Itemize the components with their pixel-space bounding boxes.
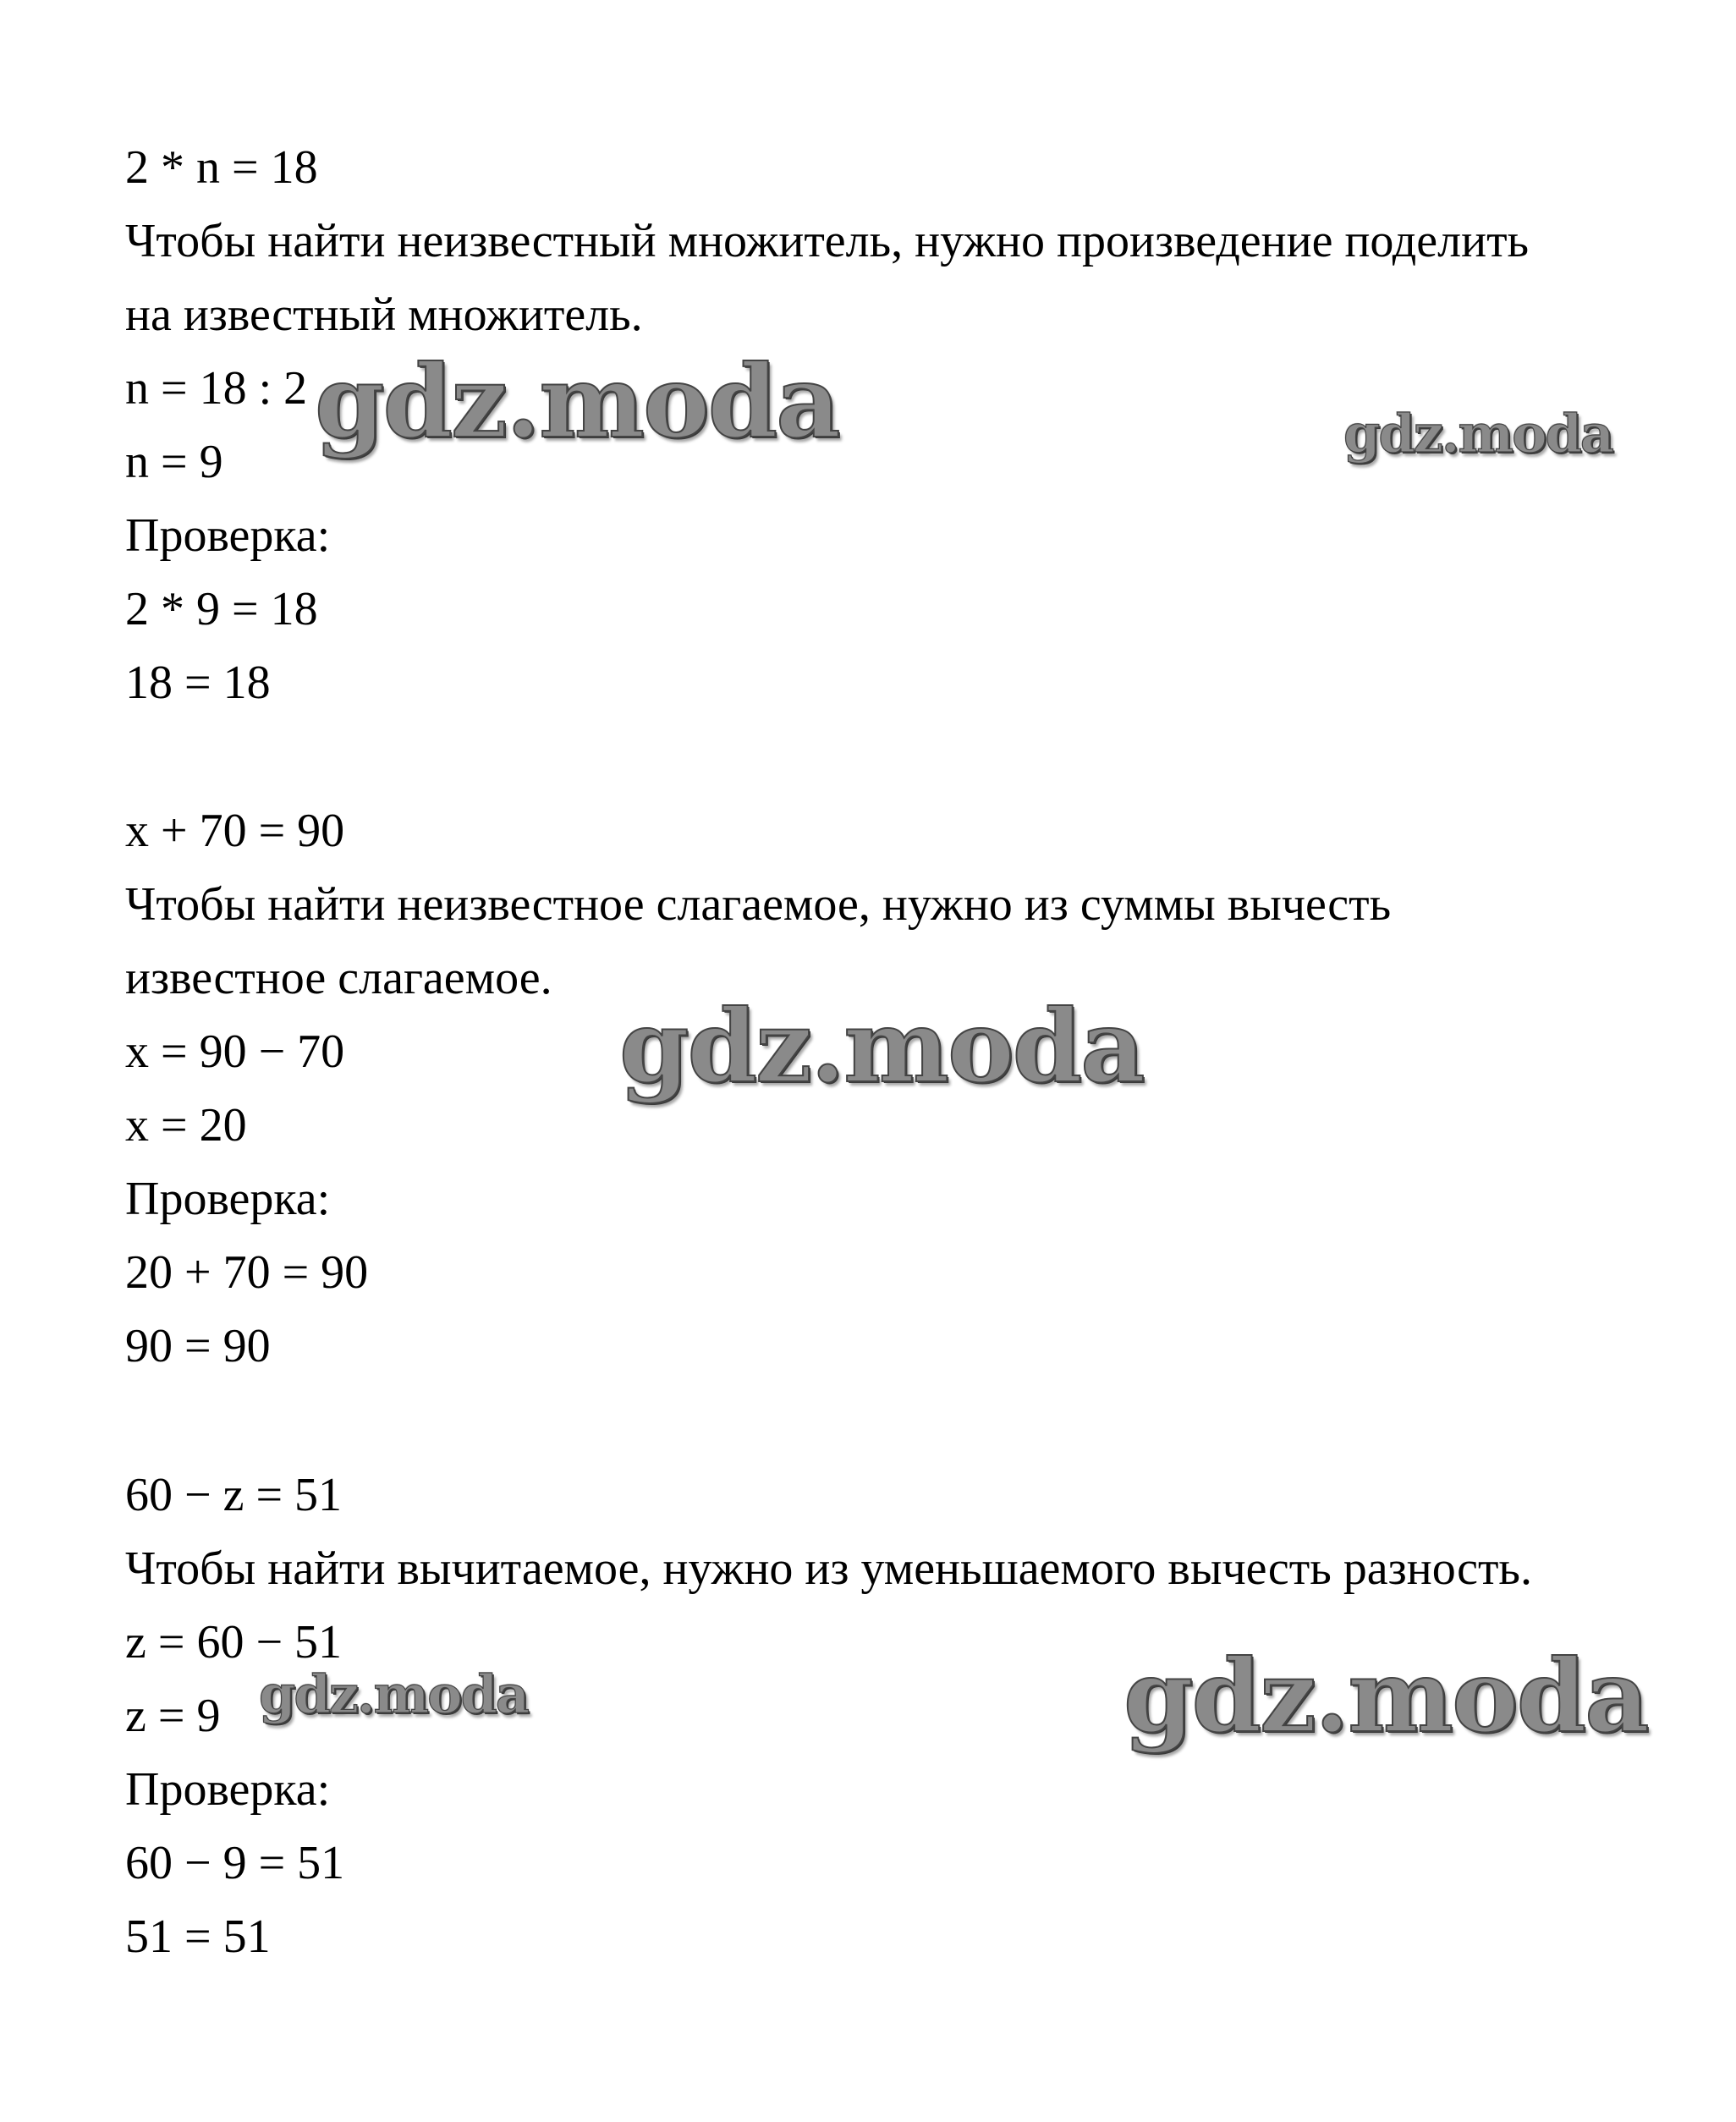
- watermark-logo: gdz.moda: [1343, 403, 1612, 465]
- watermark-logo: gdz.moda: [315, 343, 839, 460]
- watermark-logo: gdz.moda: [259, 1663, 528, 1725]
- check-label-2: Проверка:: [125, 1173, 331, 1225]
- equation-3: 60 − z = 51: [125, 1469, 343, 1521]
- check-step-3b: 51 = 51: [125, 1910, 271, 1963]
- solution-step-3b: z = 9: [125, 1690, 221, 1742]
- rule-text-3: Чтобы найти вычитаемое, нужно из уменьшаемого вычесть разность.: [125, 1542, 1532, 1595]
- rule-text-2b: известное слагаемое.: [125, 952, 552, 1004]
- solution-step-1b: n = 9: [125, 436, 223, 488]
- check-label-3: Проверка:: [125, 1763, 331, 1816]
- solution-step-2b: x = 20: [125, 1099, 247, 1152]
- watermark-logo: gdz.moda: [1123, 1637, 1648, 1755]
- equation-1: 2 * n = 18: [125, 141, 318, 194]
- check-step-1b: 18 = 18: [125, 657, 271, 709]
- rule-text-1b: на известный множитель.: [125, 289, 643, 341]
- check-label-1: Проверка:: [125, 509, 331, 562]
- solution-step-1a: n = 18 : 2: [125, 362, 308, 415]
- check-step-2b: 90 = 90: [125, 1320, 271, 1372]
- check-step-1a: 2 * 9 = 18: [125, 583, 318, 635]
- watermark-logo: gdz.moda: [619, 987, 1144, 1105]
- solution-step-2a: x = 90 − 70: [125, 1025, 345, 1078]
- check-step-3a: 60 − 9 = 51: [125, 1837, 345, 1889]
- rule-text-2a: Чтобы найти неизвестное слагаемое, нужно из суммы вычесть: [125, 878, 1392, 931]
- rule-text-1a: Чтобы найти неизвестный множитель, нужно произведение поделить: [125, 215, 1530, 267]
- check-step-2a: 20 + 70 = 90: [125, 1246, 369, 1299]
- equation-2: x + 70 = 90: [125, 805, 345, 857]
- solution-step-3a: z = 60 − 51: [125, 1616, 343, 1668]
